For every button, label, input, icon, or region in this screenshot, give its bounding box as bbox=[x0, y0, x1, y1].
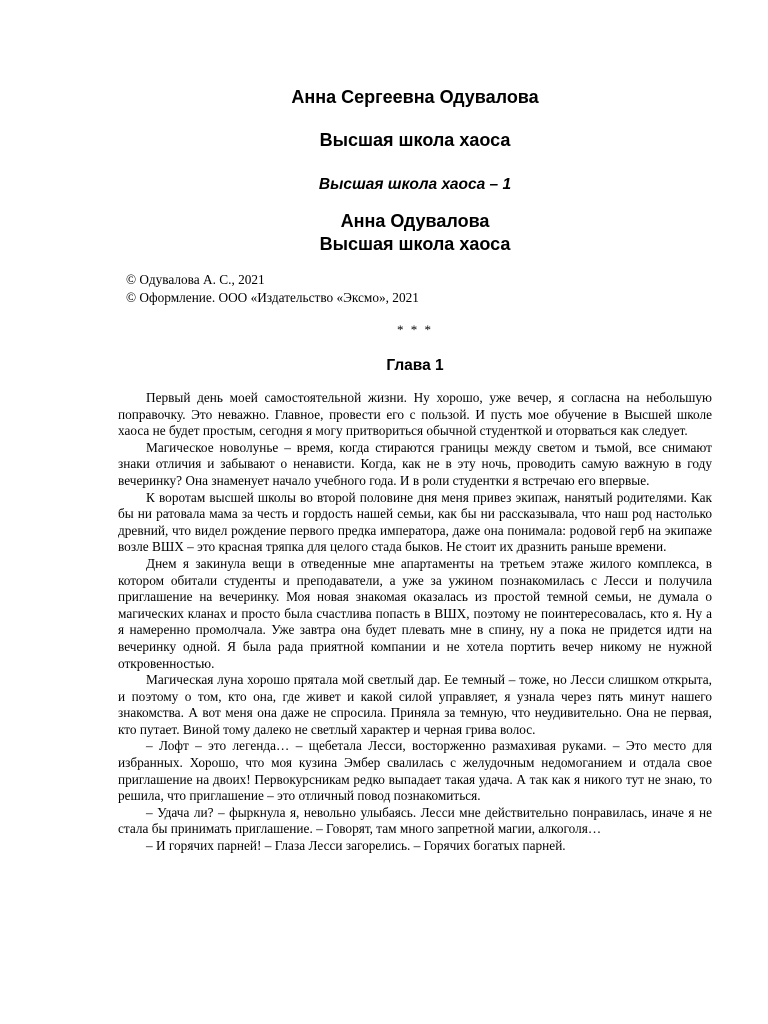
copyright-line: © Одувалова А. С., 2021 bbox=[126, 272, 265, 287]
paragraph: Днем я закинула вещи в отведенные мне апартаменты на третьем этаже жилого комплекса, в котором обитали студенты и преподаватели, а уже за ужином познакомилась с Лесси и получила приглашение на вечеринку. Моя новая знакомая оказалась из простой темной семьи, не думала о магических кланах и просто была счастлива попасть в ВШХ, поэтому не поинтересовалась, кто я. Ну а я намеренно промолчала. Уже завтра она будет плевать мне в спину, ну а пока не придется идти на вечеринку одной. Я была рада приятной компании и не хотела портить вечер никому не нужной откровенностью. bbox=[118, 555, 712, 671]
copyright-line: © Оформление. ООО «Издательство «Эксмо», 2021 bbox=[126, 290, 419, 305]
paragraph: – Лофт – это легенда… – щебетала Лесси, восторженно размахивая руками. – Это место для избранных. Хорошо, что моя кузина Эмбер свалилась с желудочным недомоганием и отдала свое приглашение на двоих! Первокурсникам редко выпадает такая удача. А так как я никого тут не знаю, то решила, что приглашение – это отличный повод познакомиться. bbox=[118, 738, 712, 804]
author-short: Анна Одувалова bbox=[340, 211, 490, 231]
paragraph: – Удача ли? – фыркнула я, невольно улыбаясь. Лесси мне действительно понравилась, иначе я не стала бы принимать приглашение. – Говорят, там много запретной магии, алкоголя… bbox=[118, 804, 712, 837]
book-title: Высшая школа хаоса bbox=[319, 130, 511, 150]
author-heading: Анна Сергеевна Одувалова bbox=[291, 87, 539, 107]
copyright-block bbox=[118, 271, 712, 307]
series-title: Высшая школа хаоса – 1 bbox=[318, 176, 512, 193]
paragraph: Магическое новолунье – время, когда стираются границы между светом и тьмой, все снимают знаки отличия и забывают о ненависти. Когда, как не в эту ночь, проводить самую важную в году вечеринку? Она знаменует начало учебного года. И в роли студентки я встречаю его впервые. bbox=[118, 439, 712, 488]
chapter-body bbox=[118, 390, 712, 855]
paragraph: – И горячих парней! – Глаза Лесси загорелись. – Горячих богатых парней. bbox=[146, 838, 566, 854]
title-block bbox=[118, 210, 712, 256]
book-title-repeat: Высшая школа хаоса bbox=[319, 234, 511, 254]
paragraph: Магическая луна хорошо прятала мой светлый дар. Ее темный – тоже, но Лесси слишком открыта, и поэтому о том, кто она, где живет и какой силой управляет, я узнала через пять минут нашего знакомства. А вот меня она даже не спросила. Приняла за темную, что неудивительно. Она не первая, кто путает. Виной тому далеко не светлый характер и черная грива волос. bbox=[118, 672, 712, 737]
section-separator: * * * bbox=[397, 322, 433, 337]
paragraph: К воротам высшей школы во второй половине дня меня привез экипаж, нанятый родителями. Как бы ни ратовала мама за честь и гордость нашей семьи, как бы ни рассказывала, что наш род настолько древний, что видел рождение первого предка императора, даже она понимала: родовой герб на экипаже возле ВШХ – это красная тряпка для целого стада быков. Не стоит их дразнить раньше времени. bbox=[118, 489, 712, 555]
chapter-heading: Глава 1 bbox=[386, 357, 444, 374]
paragraph: Первый день моей самостоятельной жизни. Ну хорошо, уже вечер, я согласна на небольшую поправочку. Это неважно. Главное, провести его с пользой. И пусть мое обучение в Высшей школе хаоса не будет простым, сегодня я могу притвориться обычной студенткой и оторваться как следует. bbox=[118, 390, 712, 439]
